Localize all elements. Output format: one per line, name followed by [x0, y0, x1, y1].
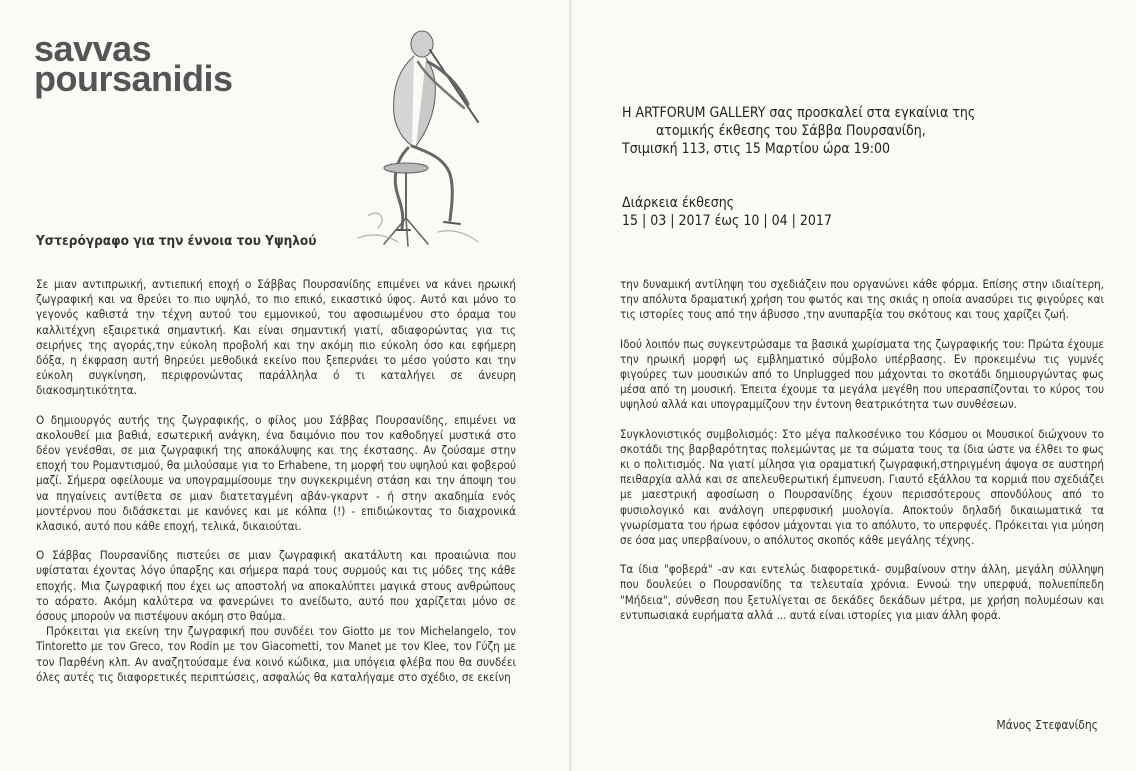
invitation-line3: Τσιμισκή 113, στις 15 Μαρτίου ώρα 19:00	[622, 141, 891, 157]
duration-label: Διάρκεια έκθεσης	[622, 195, 735, 211]
duration-dates: 15 | 03 | 2017 έως 10 | 04 | 2017	[622, 213, 832, 229]
essay-paragraph: Ο δημιουργός αυτής της ζωγραφικής, ο φίλος μου Σάββας Πουρσανίδης, επιμένει να ακολουθεί μια βαθιά, εσωτερική ανάγκη, ένα δαιμόνιο που τον καθοδηγεί μυστικά στο δέον γενέσθαι, σε μια ζωγραφική της αποκάλυψης και της έκστασης. Αν ζούσαμε στην εποχή του Ρομαντισμού, θα μιλούσαμε για το Erhabene, τη μορφή του υψηλού και φοβερού μαζί. Σήμερα οφείλουμε να υπογραμμίσουμε την συγκεκριμένη στάση και την άποψη του να πηγαίνεις αντίθετα σε μιαν διατεταγμένη αβάν-γκαρντ - ή στην ακαδημία ενός μοντέρνου που διδάσκεται με κανόνες και με κόλπα (!) - επιδιώκοντας το διαχρονικά κλασικό, αυτό που κάθε εποχή, τελικά, δικαιούται.	[36, 412, 516, 534]
essay-paragraph: την δυναμική αντίληψη του σχεδιάζειν που οργανώνει κάθε φόρμα. Επίσης στην ιδιαίτερη, την απόλυτα δραματική χρήση του φωτός και της σκιάς η οποία ανασύρει τις φιγούρες και τις ιστορίες τους από την άβυσσο ,την ανυπαρξία του σκότους και τους χαρίζει ζωή.	[620, 277, 1104, 322]
left-column-text	[36, 277, 516, 699]
author-signature: Μάνος Στεφανίδης	[996, 718, 1098, 732]
invitation-line2: ατομικής έκθεσης του Σάββα Πουρσανίδη,	[656, 123, 926, 139]
artist-name-line2: poursanidis	[34, 58, 233, 99]
musician-sketch-image	[318, 18, 488, 250]
essay-paragraph: Τα ίδια "φοβερά" -αν και εντελώς διαφορετικά- συμβαίνουν στην άλλη, μεγάλη σύλληψη που δουλεύει ο Πουρσανίδης τα τελευταία χρόνια. Εννοώ την υπερφυά, πολυεπίπεδη "Μήδεια", σύνθεση που ξετυλίγεται σε δεκάδες δεκάδων μέτρα, με χρήση πολυμέσων και εντυπωσιακά ευρήματα αλλά ... αυτά είναι ιστορίες για μιαν άλλη φορά.	[620, 562, 1104, 622]
right-column-text	[620, 277, 1104, 637]
essay-paragraph: Συγκλονιστικός συμβολισμός: Στο μέγα παλκοσένικο του Κόσμου οι Μουσικοί διώχνουν το σκοτάδι της βαρβαρότητας πολεμώντας με τα σώματα τους τα ίδια ώστε να έλθει το φως κι ο πολιτισμός. Να γιατί μίλησα για οραματική ζωγραφική,στηριγμένη άψογα σε αυστηρή πειθαρχία αλλά και σε απελευθερωτική έμπνευση. Γιαυτό εξάλλου τα κορμιά που σχεδιάζει με μαεστρική αφοσίωση ο Πουρσανίδης έχουν περισσότερους σπονδύλους από το φυσιολογικό και ανάλογη υπερφυσική μυολογία. Αποκτούν δηλαδή δικαιωματικά τα γνωρίσματα του ήρωα εφόσον μάχονται για το απόλυτο, το υπερφυές. Πρόκειται για μύηση σε όσα μας υπερβαίνουν, ο απόλυτος σκοπός κάθε μεγάλης τέχνης.	[620, 426, 1104, 548]
invitation-text	[622, 104, 975, 158]
artist-name	[34, 28, 233, 99]
right-page	[572, 0, 1136, 771]
essay-title: Υστερόγραφο για την έννοια του Υψηλού	[36, 233, 317, 249]
essay-paragraph: Ο Σάββας Πουρσανίδης πιστεύει σε μιαν ζωγραφική ακατάλυτη και προαιώνια που υφίσταται έχοντας λόγο ύπαρξης και σήμερα παρά τους συρμούς και τις μόδες της κάθε εποχής. Μια ζωγραφική που έχει ως αποστολή να αποκαλύπτει μαγικά στους ανθρώπους το αόρατο. Ακόμη καλύτερα να φανερώνει το ανείδωτο, αυτό που χαρίζεται μόνο σε όσους μπορούν να πιστέψουν ακόμη στο θαύμα.	[36, 548, 516, 624]
artist-name-line1: savvas	[34, 28, 152, 69]
invitation-line1: Η ARTFORUM GALLERY σας προσκαλεί στα εγκαίνια της	[622, 105, 976, 121]
essay-paragraph: Σε μιαν αντιπρωική, αντιεπική εποχή ο Σάββας Πουρσανίδης επιμένει να κάνει ηρωική ζωγραφική και να θρεύει το πιο υψηλό, το πιο επικό, εικαστικό ύφος. Αυτό και μόνο το γεγονός καθιστά την τέχνη αυτού του εμμονικού, του αφοσιωμένου στο όραμα του καλλιτέχνη εξαιρετικά σημαντική. Και είναι σημαντική γιατί, αδιαφορώντας για τις σειρήνες της αγοράς,την εύκολη προβολή και την ακόμη πιο εύκολη όσο και εφήμερη δόξα, η έκφραση αυτή θηρεύει μεθοδικά εκείνο που ξεπερνάει το μέσο γούστο και την εύκολη συγκίνηση, περιφρονώντας παράλληλα ό τι καταλήγει σε άνευρη διακοσμητικότητα.	[36, 277, 516, 398]
essay-paragraph: Πρόκειται για εκείνη την ζωγραφική που συνδέει τον Giotto με τον Michelangelo, τον Tintoretto με τον Greco, τον Rodin με τον Giacometti, τον Manet με τον Klee, τον Γύζη με τον Παρθένη κλπ. Αν αναζητούσαμε ένα κοινό κώδικα, μια υπόγεια φλέβα που θα συνδέει όλες αυτές τις διαφορετικές περιπτώσεις, ασφαλώς θα καταλήγαμε στο σχέδιο, σε εκείνη	[36, 624, 516, 684]
essay-paragraph: Ιδού λοιπόν πως συγκεντρώσαμε τα βασικά χωρίσματα της ζωγραφικής του: Πρώτα έχουμε την ηρωική μορφή ως εμβληματικό σύμβολο υπέρβασης. Εν προκειμένω τις γυμνές φιγούρες των μουσικών από το Unplugged που μάχονται το σκοτάδι δημιουργώντας φως μέσα από τη μουσική. Έπειτα έχουμε τα μεγάλα μεγέθη που υπερασπίζονται το κύρος του υψηλού αλλά και υπογραμμίζουν την έντονη θεατρικότητα των συνθέσεων.	[620, 336, 1104, 412]
exhibition-duration	[622, 194, 832, 230]
